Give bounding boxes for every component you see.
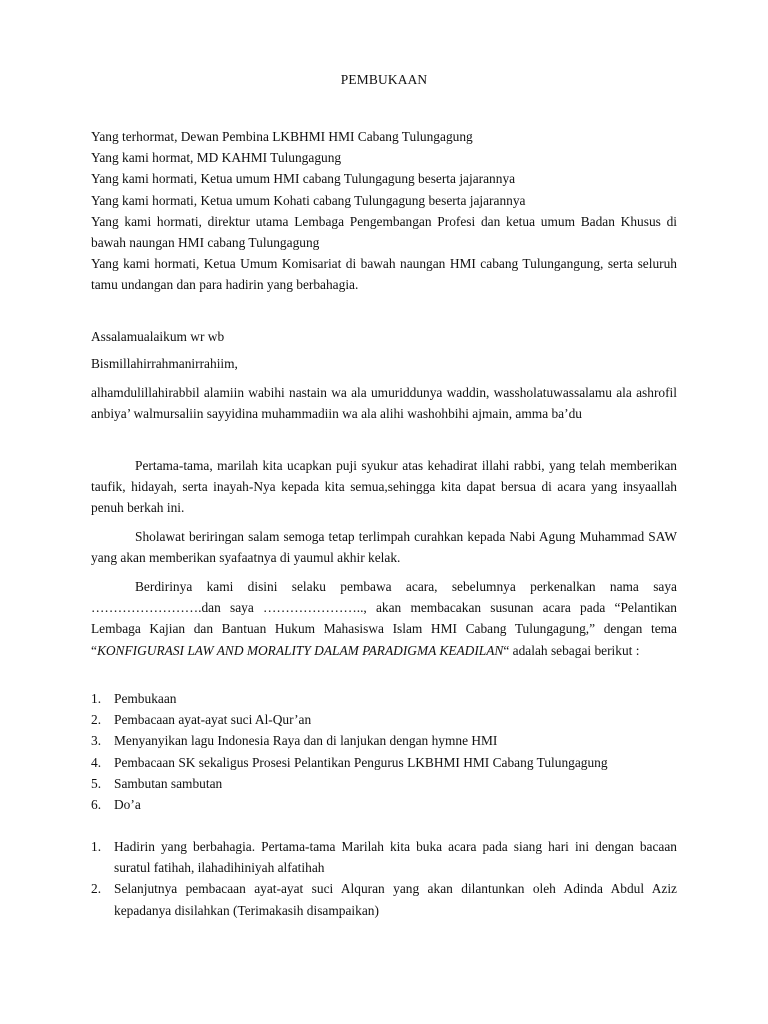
agenda-text: Menyanyikan lagu Indonesia Raya dan di lanjukan dengan hymne HMI	[114, 733, 498, 749]
agenda-number: 1.	[91, 691, 102, 706]
agenda-number: 3.	[91, 733, 102, 749]
agenda-item	[91, 752, 677, 773]
gratitude-paragraph: Pertama-tama, marilah kita ucapkan puji syukur atas kehadirat illahi rabbi, yang telah memberikan taufik, hidayah, serta inayah-Nya kepada kita semua,sehingga kita dapat bersua di acara yang insyaallah penuh berkah ini.	[91, 458, 677, 516]
salutation-line: Yang kami hormati, direktur utama Lembaga Pengembangan Profesi dan ketua umum Badan Khusus di bawah naungan HMI cabang Tulungagung	[91, 213, 677, 250]
agenda-text: Sambutan sambutan	[114, 775, 223, 791]
agenda-number: 4.	[91, 754, 102, 770]
step-number: 2.	[91, 881, 102, 897]
agenda-list	[91, 688, 677, 815]
agenda-item	[91, 709, 677, 730]
agenda-item	[91, 794, 677, 815]
agenda-item	[91, 730, 677, 751]
agenda-item	[91, 688, 677, 709]
greeting: Assalamualaikum wr wb	[91, 329, 225, 344]
agenda-text: Pembukaan	[114, 691, 177, 706]
hamdalah-paragraph: alhamdulillahirabbil alamiin wabihi nastain wa ala umuriddunya waddin, wassholatuwassalamu ala ashrofil anbiya’ walmursaliin sayyidina muhammadiin wa ala alihi washohbihi ajmain, amma ba’du	[91, 385, 677, 422]
salutation-line: Yang kami hormati, Ketua umum HMI cabang Tulungagung beserta jajarannya	[91, 171, 516, 187]
agenda-number: 2.	[91, 712, 102, 728]
agenda-text: Pembacaan SK sekaligus Prosesi Pelantikan Pengurus LKBHMI HMI Cabang Tulungagung	[114, 754, 608, 770]
step-number: 1.	[91, 839, 102, 854]
mc-intro-paragraph	[91, 576, 677, 661]
salutation-line: Yang terhormat, Dewan Pembina LKBHMI HMI Cabang Tulungagung	[91, 129, 473, 144]
intro-text: Berdirinya kami disini selaku pembawa acara, sebelumnya perkenalkan nama saya …………………….dan saya ………………….., akan membacakan susunan acara pada “Pelantikan Lembaga Kajian dan Bantuan Hukum Mahasiswa Islam HMI Cabang Tulungagung,” dengan tema “	[91, 579, 677, 658]
document-title: PEMBUKAAN	[340, 72, 428, 87]
step-text: Selanjutnya pembacaan ayat-ayat suci Alquran yang akan dilantunkan oleh Adinda Abdul Aziz kepadanya disilahkan (Terimakasih disampaikan)	[114, 881, 677, 918]
salutation-line: Yang kami hormati, Ketua Umum Komisariat di bawah naungan HMI cabang Tulungangung, serta seluruh tamu undangan dan para hadirin yang berbahagia.	[91, 256, 677, 293]
salutation-line: Yang kami hormati, Ketua umum Kohati cabang Tulungagung beserta jajarannya	[91, 192, 526, 208]
agenda-item	[91, 773, 677, 794]
sholawat-paragraph: Sholawat beriringan salam semoga tetap terlimpah curahkan kepada Nabi Agung Muhammad SAW yang akan memberikan syafaatnya di yaumul akhir kelak.	[91, 529, 677, 566]
event-step-item	[91, 836, 677, 878]
agenda-text: Pembacaan ayat-ayat suci Al-Qur’an	[114, 712, 312, 728]
basmalah: Bismillahirrahmanirrahiim,	[91, 356, 238, 371]
intro-text-end: “ adalah sebagai berikut :	[503, 642, 640, 658]
event-step-item	[91, 878, 677, 920]
agenda-number: 6.	[91, 797, 102, 813]
agenda-text: Do’a	[114, 797, 141, 813]
step-text: Hadirin yang berbahagia. Pertama-tama Marilah kita buka acara pada siang hari ini dengan bacaan suratul fatihah, ilahadihiniyah alfatihah	[114, 839, 677, 876]
salutation-block	[91, 126, 677, 296]
event-theme: KONFIGURASI LAW AND MORALITY DALAM PARADIGMA KEADILAN	[96, 642, 504, 658]
agenda-number: 5.	[91, 775, 102, 791]
salutation-line: Yang kami hormat, MD KAHMI Tulungagung	[91, 150, 342, 166]
event-steps-list	[91, 836, 677, 921]
